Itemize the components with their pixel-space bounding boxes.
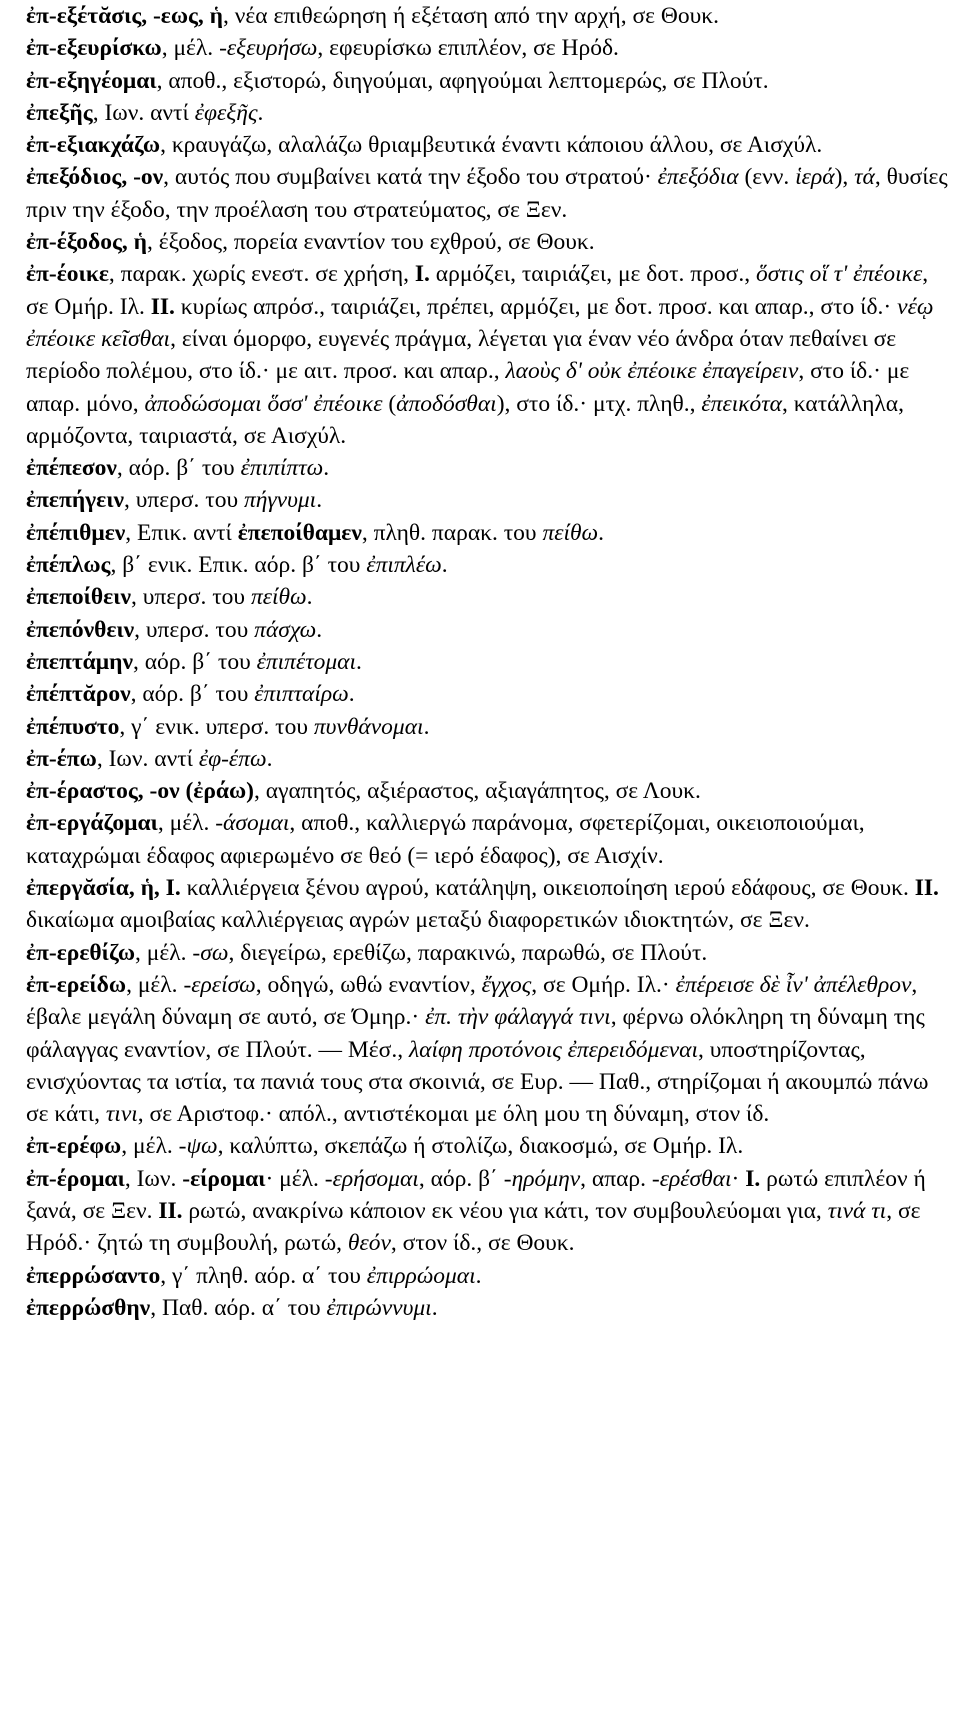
headword: ἐπεποίθειν [26, 584, 131, 611]
entry-text: . [316, 487, 323, 514]
italic-text: -ερείσω [183, 971, 256, 998]
headword: ἐπ-ερέφω [26, 1133, 122, 1160]
dictionary-entry [26, 743, 948, 775]
entry-text: . [348, 681, 355, 708]
italic-text: λαοὺς δ' οὐκ ἐπέοικε ἐπαγείρειν [505, 358, 799, 385]
dictionary-entry [26, 614, 948, 646]
dictionary-entry [26, 937, 948, 969]
headword: ἐπερρώσαντο [26, 1262, 161, 1289]
italic-text: ἐπέρεισε δὲ ἶν' ἀπέλεθρον [675, 971, 912, 998]
italic-text: -σω [192, 939, 229, 966]
entry-text: ), στο ίδ.· μτχ. πληθ., [496, 390, 702, 417]
entry-text: , καλύπτω, σκεπάζω ή στολίζω, διακοσμώ, σε Ομήρ. Ιλ. [217, 1133, 744, 1160]
dictionary-entry [26, 129, 948, 161]
entry-text: , σε Ηρόδ.· ζητώ τη συμβουλή, ρωτώ, [26, 1197, 921, 1257]
entry-text: δικαίωμα αμοιβαίας καλλιέργειας αγρών μεταξύ διαφορετικών ιδιοκτητών, σε Ξεν. [26, 907, 810, 934]
entry-text: , φέρνω ολόκληρη τη δύναμη της φάλαγγας εναντίον, σε Πλούτ. — Μέσ., [26, 1004, 925, 1063]
dictionary-entry [26, 646, 948, 678]
italic-text: θεόν [347, 1230, 391, 1257]
italic-text: ἐπεικότα [701, 390, 783, 417]
entry-text: . [266, 745, 273, 772]
headword: ἐπ-έπω [26, 745, 97, 772]
italic-text: νέῳ ἐπέοικε κεῖσθαι [26, 293, 934, 352]
dictionary-entry [26, 549, 948, 581]
italic-text: λαίφη προτόνοις ἐπερειδόμεναι [408, 1036, 699, 1063]
entry-text: , Παθ. αόρ. α΄ του [150, 1294, 327, 1321]
headword: ἐπ-εξιακχάζω [26, 132, 161, 159]
italic-text: ἐπιρώννυμι [326, 1294, 432, 1321]
entry-text: , αποθ., καλλιεργώ παράνομα, σφετερίζομαι, οικειοποιούμαι, καταχρώμαι έδαφος αφιερωμένο σε θεό (= ιερό έδαφος), σε Αισχίν. [26, 810, 865, 869]
dictionary-entry [26, 517, 948, 549]
italic-text: -ηρόμην [503, 1165, 581, 1192]
entry-text: , εφευρίσκω επιπλέον, σε Ηρόδ. [317, 35, 619, 62]
italic-text: -ερέσθαι [651, 1165, 732, 1192]
italic-text: πυνθάνομαι [313, 713, 424, 740]
entry-text: , θυσίες πριν την έξοδο, την προέλαση του στρατεύματος, σε Ξεν. [26, 164, 948, 223]
entry-text: , παρακ. χωρίς ενεστ. σε χρήση, [108, 261, 415, 288]
entry-text: , αόρ. β΄ [418, 1165, 504, 1192]
dictionary-entry [26, 1260, 948, 1292]
italic-text: ἐπ. τὴν φάλαγγά τινι [425, 1004, 611, 1031]
entry-text: , μέλ. [126, 971, 184, 998]
headword: ἐπεξόδιος, -ον [26, 164, 164, 191]
entry-text: ), [834, 164, 855, 191]
entry-text: , Επικ. αντί [125, 519, 238, 546]
italic-text: ἐπιπλέω [366, 552, 442, 579]
italic-text: -ερήσομαι [324, 1165, 419, 1192]
entry-text: , οδηγώ, ωθώ εναντίον, [255, 971, 482, 998]
headword: ἐπ-εξηγέομαι [26, 67, 157, 94]
dictionary-entry [26, 775, 948, 807]
entry-text: καλλιέργεια ξένου αγρού, κατάληψη, οικειοποίηση ιερού εδάφους, σε Θουκ. [180, 875, 915, 902]
italic-text: πήγνυμι [243, 487, 317, 514]
headword: ἐπεποίθαμεν [237, 519, 362, 546]
dictionary-entry [26, 1292, 948, 1324]
entry-text: . [423, 713, 430, 740]
italic-text: ἐφεξῆς [194, 99, 258, 126]
headword: ἐπεξῆς [26, 99, 93, 126]
headword: ἐπ-έοικε [26, 261, 109, 288]
entry-text: , αόρ. β΄ του [132, 648, 257, 675]
italic-text: πείθω [542, 519, 599, 546]
dictionary-entry [26, 226, 948, 258]
headword: ἐπ-έραστος, -ον (ἐράω) [26, 778, 255, 805]
entry-text: ρωτώ επιπλέον ή ξανά, σε Ξεν. [26, 1165, 926, 1224]
headword: ἐπέπτᾰρον [26, 681, 131, 708]
entry-text: , γ΄ πληθ. αόρ. α΄ του [160, 1262, 367, 1289]
dictionary-entry [26, 807, 948, 872]
italic-text: τινι [105, 1101, 138, 1128]
entry-text: , μέλ. [161, 35, 220, 62]
entry-text: · μέλ. [265, 1165, 325, 1192]
entry-text: , αγαπητός, αξιέραστος, αξιαγάπητος, σε Λουκ. [254, 778, 701, 805]
italic-text: ἐφ-έπω [198, 745, 267, 772]
headword: ἐπεργᾰσία, ἡ, I. [26, 875, 181, 902]
italic-text: ἐπιπίπτω [240, 455, 324, 482]
entry-text: , απαρ. [580, 1165, 652, 1192]
entry-text: , αποθ., εξιστορώ, διηγούμαι, αφηγούμαι λεπτομερώς, σε Πλούτ. [156, 67, 769, 94]
italic-text: -ψω [178, 1133, 218, 1160]
headword: -είρομαι [182, 1165, 266, 1192]
headword: ἐπεπήγειν [26, 487, 124, 514]
headword: II. [914, 875, 939, 902]
italic-text: ἀποδόσθαι [396, 390, 497, 417]
headword: I. [745, 1165, 761, 1192]
entry-text: , μέλ. [121, 1133, 179, 1160]
headword: ἐπεπτάμην [26, 648, 133, 675]
headword: ἐπ-έξοδος, ἡ [26, 229, 147, 256]
headword: ἐπέπεσον [26, 455, 117, 482]
entry-text: . [475, 1262, 482, 1289]
headword: ἐπ-εργάζομαι [26, 810, 158, 837]
italic-text: ἐπιπταίρω [254, 681, 349, 708]
entry-text: , υπερσ. του [130, 584, 251, 611]
entry-text: , στο ίδ.· με απαρ. μόνο, [26, 358, 910, 417]
entry-text: , αυτός που συμβαίνει κατά την έξοδο του στρατού· [163, 164, 658, 191]
entry-text: , υπερσ. του [124, 487, 244, 514]
headword: ἐπ-έρομαι [26, 1165, 125, 1192]
entry-text: , αόρ. β΄ του [116, 455, 241, 482]
italic-text: ἐπιπέτομαι [256, 648, 357, 675]
dictionary-entry [26, 678, 948, 710]
headword: I. [414, 261, 430, 288]
dictionary-entry [26, 97, 948, 129]
italic-text: ἔγχος [481, 971, 532, 998]
dictionary-entry [26, 65, 948, 97]
entry-text: , υπερσ. του [134, 616, 255, 643]
entry-text: . [441, 552, 448, 579]
entry-text: , μέλ. [135, 939, 193, 966]
italic-text: πείθω [250, 584, 307, 611]
entry-text: ρωτώ, ανακρίνω κάποιον εκ νέου για κάτι, τον συμβουλεύομαι για, [182, 1197, 828, 1224]
entry-text: , Ιων. αντί [92, 99, 195, 126]
dictionary-entry [26, 484, 948, 516]
entry-text: · [731, 1165, 746, 1192]
dictionary-entry [26, 1163, 948, 1260]
headword: ἐπέπυστο [26, 713, 120, 740]
dictionary-entry [26, 711, 948, 743]
dictionary-entry [26, 581, 948, 613]
entry-text: , Ιων. αντί [96, 745, 199, 772]
entry-text: , νέα επιθεώρηση ή εξέταση από την αρχή, σε Θουκ. [223, 3, 719, 29]
entry-text: , μέλ. [157, 810, 216, 837]
entry-text: , β΄ ενικ. Επικ. αόρ. β΄ του [110, 552, 367, 579]
italic-text: -εξευρήσω [219, 35, 318, 62]
entry-text: , πληθ. παρακ. του [361, 519, 543, 546]
dictionary-entry [26, 452, 948, 484]
entry-text: , σε Ομήρ. Ιλ.· [531, 971, 676, 998]
entry-text: αρμόζει, ταιριάζει, με δοτ. προσ., [429, 261, 756, 288]
italic-text: ὅστις οἵ τ' ἐπέοικε [755, 261, 923, 288]
headword: ἐπ-εξέτᾰσις, -εως, ἡ [26, 3, 224, 29]
entry-text: . [598, 519, 605, 546]
headword: II. [150, 293, 175, 320]
italic-text: πάσχω [254, 616, 317, 643]
entry-text: . [257, 99, 264, 126]
entry-text: , έβαλε μεγάλη δύναμη σε αυτό, σε Όμηρ.· [26, 971, 918, 1031]
entry-list [26, 0, 948, 1324]
entry-text: , στον ίδ., σε Θουκ. [390, 1230, 575, 1257]
dictionary-entry [26, 872, 948, 937]
entry-text: , κατάλληλα, αρμόζοντα, ταιριαστά, σε Αισχύλ. [26, 390, 904, 449]
entry-text: , αόρ. β΄ του [130, 681, 255, 708]
headword: ἐπεπόνθειν [26, 616, 135, 643]
headword: ἐπέπιθμεν [26, 519, 126, 546]
entry-text: . [323, 455, 330, 482]
entry-text: , διεγείρω, ερεθίζω, παρακινώ, παρωθώ, σε Πλούτ. [228, 939, 708, 966]
dictionary-entry [26, 32, 948, 64]
dictionary-entry [26, 258, 948, 452]
entry-text: κυρίως απρόσ., ταιριάζει, πρέπει, αρμόζει, με δοτ. προσ. και απαρ., στο ίδ.· [174, 293, 898, 320]
entry-text: , σε Αριστοφ.· απόλ., αντιστέκομαι με όλη μου τη δύναμη, στον ίδ. [137, 1101, 770, 1128]
italic-text: τινά τι [827, 1197, 887, 1224]
entry-text: . [431, 1294, 438, 1321]
headword: II. [158, 1197, 183, 1224]
dictionary-entry [26, 0, 948, 32]
dictionary-entry [26, 161, 948, 226]
entry-text: . [356, 648, 362, 675]
dictionary-entry [26, 1130, 948, 1162]
italic-text: τά [854, 164, 875, 191]
entry-text: ( [382, 390, 397, 417]
entry-text: . [306, 584, 313, 611]
entry-text: , έξοδος, πορεία εναντίον του εχθρού, σε Θουκ. [146, 229, 595, 256]
italic-text: ἱερά [795, 164, 835, 191]
entry-text: , κραυγάζω, αλαλάζω θριαμβευτικά έναντι κάποιου άλλου, σε Αισχύλ. [160, 132, 823, 159]
italic-text: ἐπεξόδια [657, 164, 739, 191]
entry-text: (ενν. [738, 164, 796, 191]
entry-text: , σε Ομήρ. Ιλ. [26, 261, 929, 320]
headword: ἐπ-εξευρίσκω [26, 35, 162, 62]
entry-text: , υποστηρίζοντας, ενισχύοντας τα ιστία, τα πανιά τους στα σκοινιά, σε Ευρ. — Παθ., στηρίζομαι ή ακουμπώ πάνω σε κάτι, [26, 1036, 929, 1128]
entry-text: , είναι όμορφο, ευγενές πράγμα, λέγεται για έναν νέο άνδρα όταν πεθαίνει σε περίοδο πολέμου, στο ίδ.· με αιτ. προσ. και απαρ., [26, 325, 897, 385]
dictionary-entry [26, 969, 948, 1130]
entry-text: , γ΄ ενικ. υπερσ. του [119, 713, 314, 740]
italic-text: ἐπιρρώομαι [366, 1262, 476, 1289]
italic-text: ἀποδώσομαι ὅσσ' ἐπέοικε [144, 390, 383, 417]
entry-text: . [316, 616, 323, 643]
headword: ἐπ-ερεθίζω [26, 939, 136, 966]
headword: ἐπέπλως [26, 552, 111, 579]
entry-text: , Ιων. [124, 1165, 183, 1192]
italic-text: -άσομαι [215, 810, 290, 837]
headword: ἐπερρώσθην [26, 1294, 151, 1321]
headword: ἐπ-ερείδω [26, 971, 127, 998]
